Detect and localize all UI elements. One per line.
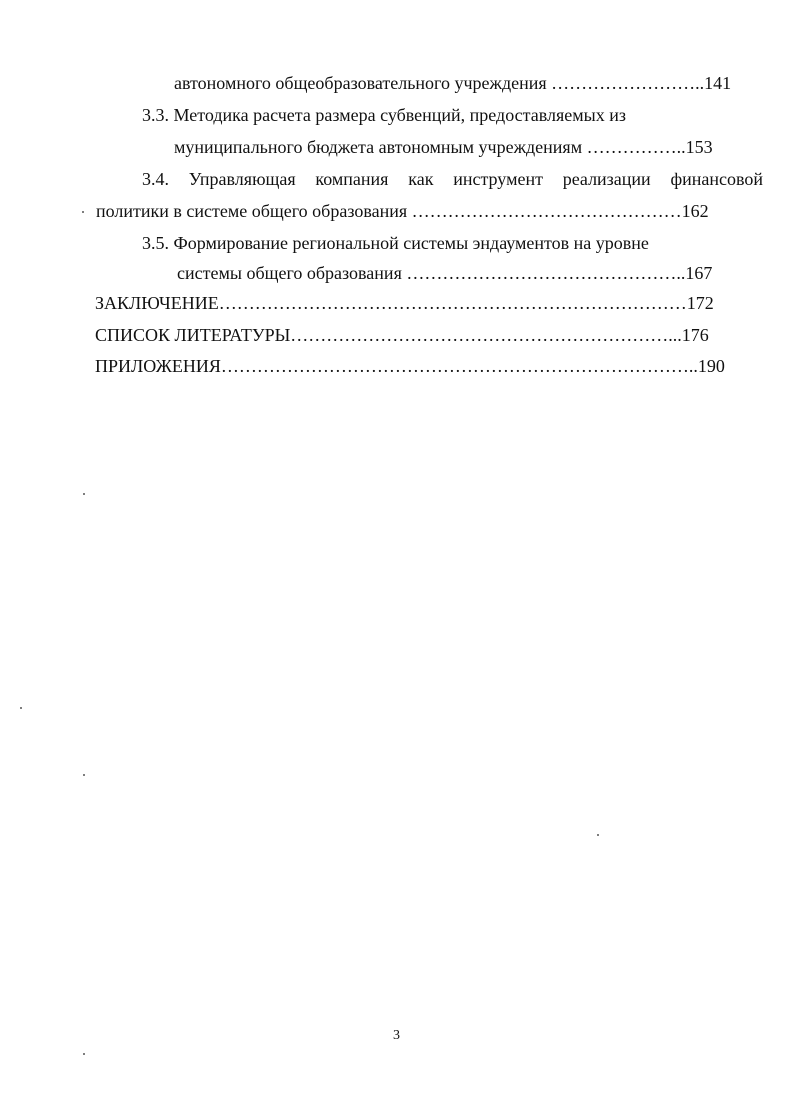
- scan-speck: [82, 211, 84, 213]
- scan-speck: [597, 834, 599, 836]
- toc-line: автономного общеобразовательного учреждения ……………………..141: [174, 73, 732, 93]
- toc-line: муниципального бюджета автономным учреждениям ……………..153: [174, 137, 713, 157]
- scan-speck: [83, 1053, 85, 1055]
- scan-speck: [83, 774, 85, 776]
- page-number: 3: [393, 1028, 400, 1043]
- toc-line: 3.4. Управляющая компания как инструмент реализации финансовой: [142, 169, 763, 189]
- toc-line: ПРИЛОЖЕНИЯ……………………………………………………………………..190: [95, 356, 725, 376]
- toc-line: 3.3. Методика расчета размера субвенций, предоставляемых из: [142, 105, 626, 125]
- toc-line: ЗАКЛЮЧЕНИЕ……………………………………………………………………172: [95, 293, 714, 313]
- toc-line: СПИСОК ЛИТЕРАТУРЫ………………………………………………………...176: [95, 325, 709, 345]
- scan-speck: [20, 707, 22, 709]
- toc-line: политики в системе общего образования ………………………………………162: [96, 201, 709, 221]
- toc-line: системы общего образования ………………………………………..167: [177, 263, 713, 283]
- scan-speck: [83, 493, 85, 495]
- toc-line: 3.5. Формирование региональной системы эндаументов на уровне: [142, 233, 649, 253]
